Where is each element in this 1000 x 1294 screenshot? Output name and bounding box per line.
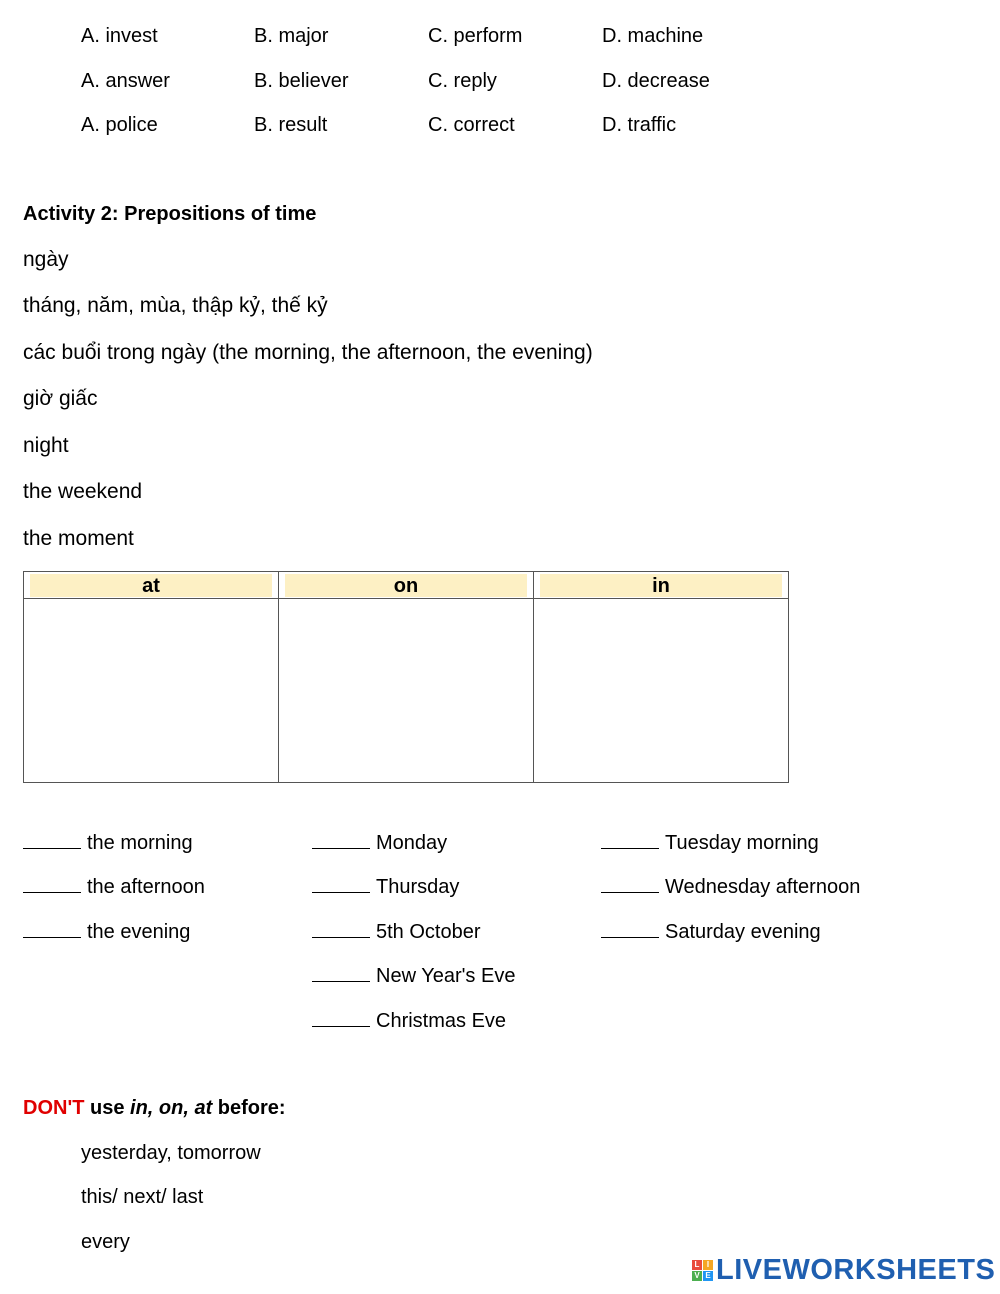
option: B. believer: [254, 70, 349, 92]
option: B. result: [254, 114, 328, 136]
option: D. decrease: [602, 70, 710, 92]
option: A. answer: [81, 70, 170, 92]
logo-mark-tile: L: [692, 1260, 702, 1270]
answer-input[interactable]: [601, 874, 659, 893]
answer-input[interactable]: [312, 919, 370, 938]
option: C. perform: [428, 25, 523, 47]
answer-input[interactable]: [312, 963, 370, 982]
logo-mark-tile: V: [692, 1271, 702, 1281]
draggable-phrase[interactable]: the moment: [23, 527, 134, 550]
activity2-title: Activity 2: Prepositions of time: [23, 203, 317, 225]
dont-item: this/ next/ last: [81, 1186, 204, 1208]
option: C. correct: [428, 114, 515, 136]
drop-zone-at[interactable]: [24, 599, 279, 783]
fill-item: New Year's Eve: [312, 963, 515, 988]
fill-item: 5th October: [312, 919, 481, 944]
draggable-phrase[interactable]: các buổi trong ngày (the morning, the afternoon, the evening): [23, 341, 593, 364]
table-header-cell: [534, 572, 789, 599]
fill-item: the morning: [23, 830, 193, 855]
draggable-phrase[interactable]: night: [23, 434, 69, 457]
header-at: at: [30, 574, 272, 597]
logo-mark-tile: E: [703, 1271, 713, 1281]
draggable-phrase[interactable]: giờ giấc: [23, 387, 98, 410]
table-header-cell: [24, 572, 279, 599]
logo-mark-tile: I: [703, 1260, 713, 1270]
fill-item: the afternoon: [23, 874, 205, 899]
drop-zone-on[interactable]: [279, 599, 534, 783]
fill-item: Wednesday afternoon: [601, 874, 860, 899]
draggable-phrase[interactable]: tháng, năm, mùa, thập kỷ, thế kỷ: [23, 294, 328, 317]
fill-item: Saturday evening: [601, 919, 821, 944]
draggable-phrase[interactable]: the weekend: [23, 480, 143, 503]
answer-input[interactable]: [601, 919, 659, 938]
logo-mark-icon: [692, 1260, 713, 1281]
option: C. reply: [428, 70, 497, 92]
dont-heading: DON'T use in, on, at before:: [23, 1097, 286, 1119]
option: A. invest: [81, 25, 158, 47]
answer-input[interactable]: [312, 874, 370, 893]
answer-input[interactable]: [601, 830, 659, 849]
drop-zone-in[interactable]: [534, 599, 789, 783]
fill-item: Tuesday morning: [601, 830, 819, 855]
fill-item: the evening: [23, 919, 190, 944]
preposition-table: [23, 571, 789, 783]
option: D. traffic: [602, 114, 677, 136]
draggable-phrase[interactable]: ngày: [23, 248, 69, 271]
answer-input[interactable]: [23, 874, 81, 893]
option: D. machine: [602, 25, 704, 47]
fill-item: Monday: [312, 830, 447, 855]
liveworksheets-logo: [692, 1254, 995, 1286]
fill-item: Christmas Eve: [312, 1008, 506, 1033]
dont-item: yesterday, tomorrow: [81, 1142, 261, 1164]
option: A. police: [81, 114, 158, 136]
header-in: in: [540, 574, 782, 597]
answer-input[interactable]: [23, 830, 81, 849]
logo-text: LIVEWORKSHEETS: [716, 1254, 996, 1286]
option: B. major: [254, 25, 329, 47]
table-header-cell: [279, 572, 534, 599]
dont-item: every: [81, 1231, 130, 1253]
answer-input[interactable]: [312, 1008, 370, 1027]
fill-item: Thursday: [312, 874, 459, 899]
header-on: on: [285, 574, 527, 597]
answer-input[interactable]: [312, 830, 370, 849]
answer-input[interactable]: [23, 919, 81, 938]
